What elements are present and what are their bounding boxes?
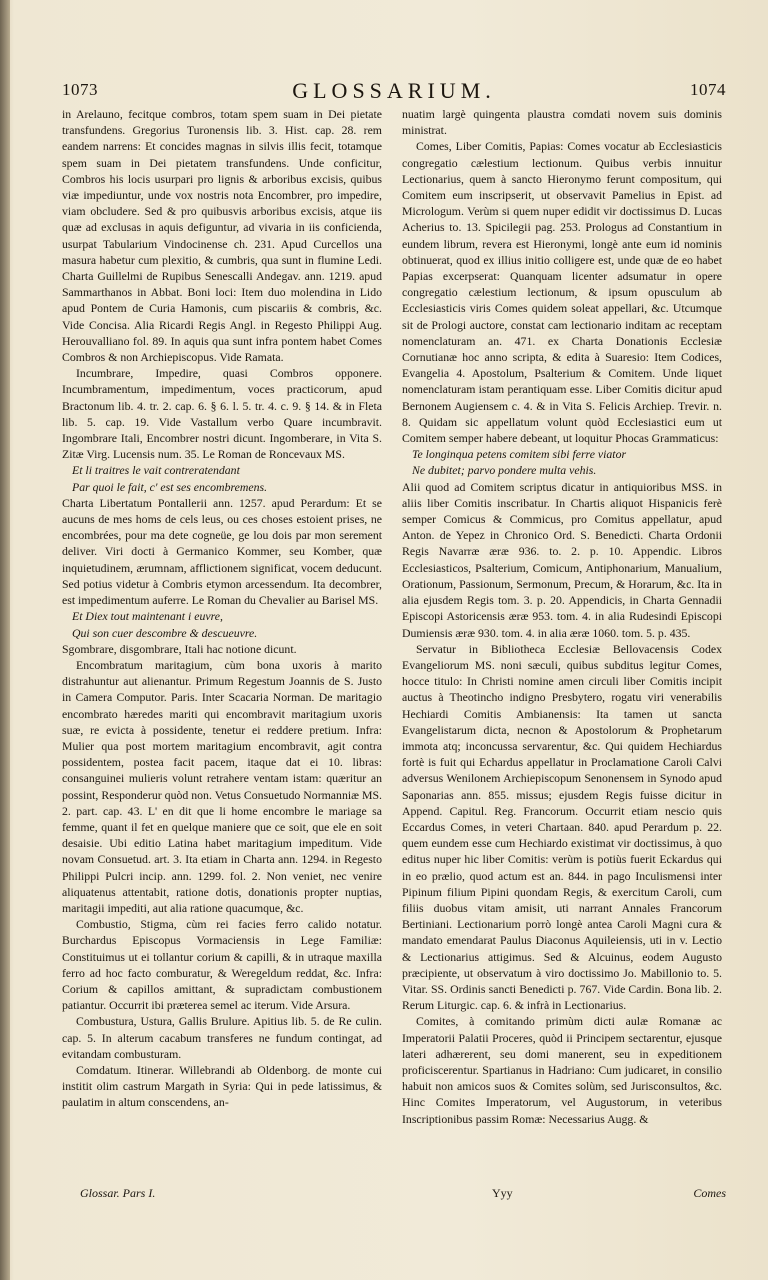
paragraph: in Arelauno, fecitque combros, totam spem suam in Dei pietate transfundens. Gregorius Turonensis lib. 3. Hist. cap. 28. rem eandem narrens: Et concides magnas in silvis illis fecit, totamque spem suam in Dei pietatem transfundens. Unde conficitur, Combros his locis usurpari pro lignis & arboribus excisis, quibus viæ impediuntur, unde vox nostris nota Encombrer, pro impedire, viam obcludere. Sed & pro quibusvis arboribus excisis, atque iis quæ ad exclusas in aquis defiguntur, ad vivaria in iis conficienda, usurpat Tabularium Vindocinense ch. 231. Apud Curcellos una masura habetur cum plexitio, & cumbris, qua sunt in flumine Ledi. Charta Guillelmi de Rupibus Senescalli Andegav. ann. 1219. apud Sammarthanos in Abbat. Boni loci: Item duo molendina in Lido apud Pontem de Curia Hamonis, cum piscariis & combris, &c. Vide Concisa. Alia Ricardi Regis Angl. in Regesto Philippi Aug. Herouvalliano fol. 89. In aquis qua sunt infra pontem habet Comes Combros & non Archiepiscopus. Vide Ramata. [62,107,382,365]
paragraph: Comes, Liber Comitis, Papias: Comes vocatur ab Ecclesiasticis congregatio cælestium lectionum. Quibus verbis innuitur Lectionarius, quem à sancto Hieronymo ferunt compositum, qui Comitem eum inscripserit, ut observavit Pamelius in Epist. ad Micrologum. Verùm si quem nuper edidit vir doctissimus D. Lucas Acherius to. 13. Spicilegii pag. 253. Prologus ad Constantium in eundem librum, revera est Hieronymi, longè ante eum id nominis obtinuerat, quod ex illius initio colligere est, unde quæ de eo habet Papias excerpserat: Quanquam licenter adsumatur in opere congregatio cælestium lectionum, & ipsum opusculum ab Ecclesiasticis viris Comes quidem soleat appellari, &c. Utcumque sit de Prologi auctore, constat cam lectionario inditam ac receptam nomenclaturam an. 471. ex Charta Donationis Ecclesiæ Cornutianæ hoc anno scripta, & edita à Suaresio: Item Codices, Evangelia 4. Apostolum, Psalterium & Comitem. Unde liquet nomenclaturam istam perantiquam esse. Liber Comitis dicitur apud Bernonem Augiensem c. 4. & in Vita S. Felicis Archiep. Trevir. n. 8. Quidam sic appellatum volunt quòd Ecclesiastici eum ut Comitem semper habere debeant, ut loquitur Phocas Grammaticus: [402,139,722,446]
paragraph: Combustio, Stigma, cùm rei facies ferro calido notatur. Burchardus Episcopus Vormaciensis in Lege Familiæ: Constituimus ut ei tollantur corium & capilli, & in utraque maxilla ferro ad hoc facto comburatur, & Weregeldum reddat, &c. Infra: Corium & capillos amittant, & supradictam combustionem patiantur. Occurrit ibi præterea semel ac iterum. Vide Arsura. [62,917,382,1013]
paragraph: Incumbrare, Impedire, quasi Combros opponere. Incumbramentum, impedimentum, voces practicorum, apud Bractonum lib. 4. tr. 2. cap. 6. § 6. l. 5. tr. 4. c. 9. § 14. & in Fleta lib. 5. cap. 19. Vide Vastallum verbo Quare incumbravit. Ingombrare Itali, Encombrer nostri dicunt. Ingomberare, in Vita S. Zitæ Virg. Lucensis num. 35. Le Roman de Roncevaux MS. [62,366,382,462]
paragraph: Encombratum maritagium, cùm bona uxoris à marito distrahuntur aut alienantur. Primum Regestum Joannis de S. Justo in Camera Computor. Paris. Inter Scacaria Norman. De maritagio encombrato hæredes mariti qui encombravit maritagium uxoris suæ, re evicta à possidente, tenetur ei reddere pretium. Infra: Mulier qua post mortem maritagium encombravit, agit contra possidentem, postea facit pacem, itaque dat ei 10. libras: consanguinei mulieris volunt retrahere ventam istam: quæritur an possint, Responderur quòd non. Vetus Consuetudo Normanniæ MS. 2. part. cap. 43. L' en dit que li home encombre le mariage sa femme, quant il fet en quelque maniere que ce soit, que ele en soit desaisie. Ubi editio Latina habet maritagium impeditum. Vide novam Consuetud. art. 3. Ita etiam in Charta ann. 1294. in Regesto Philippi Pulcri incip. ann. 1299. fol. 2. Non veniet, nec venire aliquatenus attentabit, ratione dotis, donationis propter nuptias, maritagii impediti, aut alia ratione quacumque, &c. [62,657,382,915]
page-footer [62,1186,726,1204]
catchword: Comes [693,1186,726,1200]
paragraph: Charta Libertatum Pontallerii ann. 1257. apud Perardum: Et se aucuns de mes homs de cels leus, ou ces choses estoient prises, ne encombrées, pour ma dete cogneüe, ge lou dois par mon serement deliver. Viri docti à Germanico Kommer, seu Komber, quæ inquietudinem, ærumnam, afflictionem significat, vocem deducunt. Sed potius videtur à Combris etymon arcessendum. Ita decombrer, est impedimentum auferre. Le Roman du Chevalier au Barisel MS. [62,495,382,608]
paragraph: Comdatum. Itinerar. Willebrandi ab Oldenborg. de monte cui institit olim castrum Margath in Syria: Qui in pede latissimus, & paulatim in altum conscendens, an- [62,1062,382,1110]
left-column [62,106,382,1196]
gathering-mark: Yyy [492,1186,513,1200]
paragraph: Comites, à comitando primùm dicti aulæ Romanæ ac Imperatorii Palatii Proceres, quòd ii Principem sectarentur, ejusque lateri adhærerent, seu domi manerent, seu in expeditionem proficiscerentur. Spartianus in Hadriano: Cum judicaret, in consilio habuit non amicos suos & Comites solùm, sed Jurisconsultos, &c. Hinc Comites Imperatorum, vel Augustorum, in veteribus Inscriptionibus passim Romæ: Necessarius Augg. & [402,1014,722,1126]
verse-line: Qui son cuer descombre & descueuvre. [72,625,258,640]
verse-line: Par quoi le fait, c' est ses encombremens. [72,479,268,494]
paragraph: Combustura, Ustura, Gallis Brulure. Apitius lib. 5. de Re culin. cap. 5. In alterum cacabum transferes ne fundum contingat, ad evitandam combusturam. [62,1014,382,1061]
running-header [62,78,726,106]
verse-line: Et li traitres le vait contreratendant [72,463,240,478]
page-number-left: 1073 [62,80,98,99]
verse-line: Et Diex tout maintenant i euvre, [72,609,223,624]
signature-mark: Glossar. Pars I. [80,1186,156,1200]
binding-shadow [0,0,10,1280]
verse-line: Ne dubitet; parvo pondere multa vehis. [412,463,597,478]
page-number-right: 1074 [690,80,726,99]
paragraph: Servatur in Bibliotheca Ecclesiæ Bellovacensis Codex Evangeliorum MS. noni sæculi, quibus subditus legitur Comes, hocce titulo: In Christi nomine amen circuli liber Comitis incipit auctus à Theotincho indigno Presbytero, rogatu viri venerabilis Hechiardi Comitis Ambianensis: Ita tamen ut sancta Evangelistarum dicta, necnon & Apostolorum & Prophetarum immota atq; inconcussa servarentur, &c. Qui quidem Hechiardus fortè is fuit qui Echardus appellatur in Proclamatione Caroli Calvi adversus Wenilonem Archiepiscopum Senonensem in Synodo apud Saponarias ann. 855. missus; ejusdem Regis fuisse dicitur in Append. Capitul. Reg. Francorum. Occurrit etiam nescio quis Eccardus Comes, in veteri Chartaan. 840. apud Perardum p. 22. quem eundem esse cum Hechiardo existimat vir doctissimus, à quo editus nuper hic liber Comitis: verùm is potiùs fuerit Eckardus qui in eo prælio, quod actum est an. 844. in pago Inculismensi inter Pipinum filium Pipini quondam Regis, & exercitum Caroli, cum filiis duobus vitam amisit, uti narrant Annales Francorum Bertiniani. Lectionarium porrò longè antea Caroli Magni cura & mandato emendarat Paulus Diaconus Aquileiensis, uti in v. Lectio & Lectionarius attigimus. Sed & Alcuinus, eodem Augusto præcipiente, ut observatum à viro doctissimo Jo. Mabillonio to. 5. Vitar. SS. Ordinis sancti Benedicti p. 767. Vide Cardin. Bona lib. 2. Rerum Liturgic. cap. 6. & infrà in Lectionarius. [402,641,722,1013]
paragraph: Sgombrare, disgombrare, Itali hac notione dicunt. [62,641,297,656]
paragraph: nuatim largè quingenta plaustra comdati novem suis dominis ministrat. [402,107,722,138]
paragraph: Alii quod ad Comitem scriptus dicatur in antiquioribus MSS. in aliis liber Comitis inscribatur. In Chartis aliquot Hispanicis ferè semper Comicus & Commicus, pro Comitus appellatur, apud Anton. de Yepez in Chronico Ord. S. Benedicti. Charta Ordonii Regis Navarræ æræ 936. to. 2. p. 10. Appendic. Libros Ecclesiasticos, Psalterium, Comicum, Antiphonarium, Manualium, Orationum, Passionum, Sermonum, Precum, & Horarum, &c. Ita in alia ejusdem Regis tom. 3. p. 20. Appendicis, in Charta Gennadii Episcopi Astoricensis æræ 953. tom. 4. in alia Rudesindi Episcopi Dumiensis æræ 930. tom. 4. in alia æræ 1060. tom. 5. p. 435. [402,479,722,640]
verse-line: Te longinqua petens comitem sibi ferre viator [412,447,627,462]
right-column [402,106,722,1196]
page-title: GLOSSARIUM. [292,78,496,103]
